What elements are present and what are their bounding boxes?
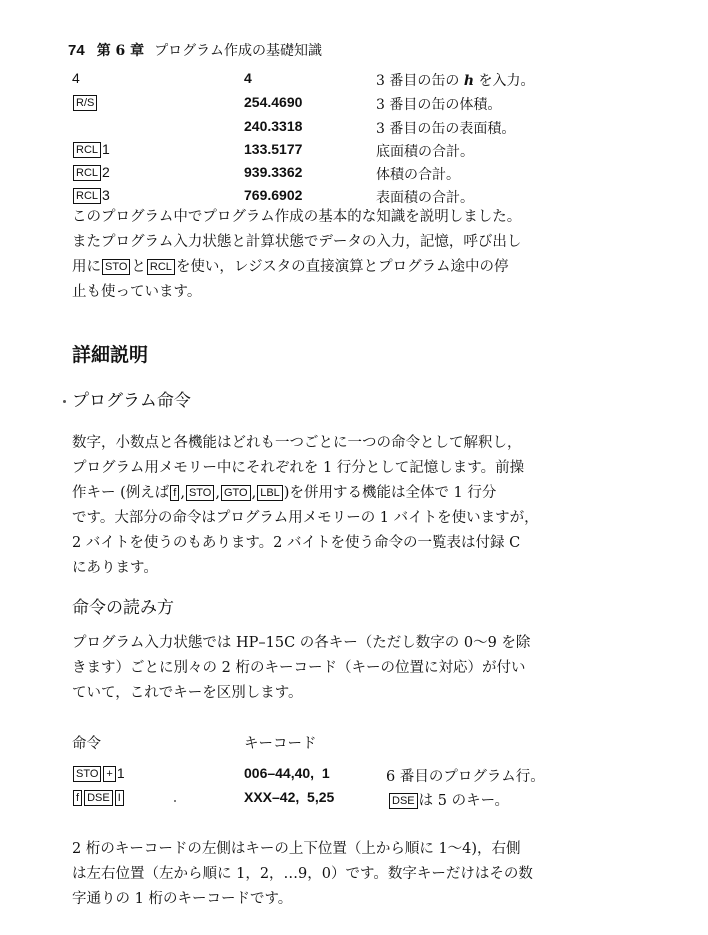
- col-header-instruction: 命令: [72, 736, 101, 752]
- result-display-1: 4: [244, 70, 252, 86]
- key-rcl: RCL: [147, 259, 175, 275]
- result-key-2: [72, 94, 98, 111]
- result-note-2: 3 番目の缶の体積。: [376, 97, 502, 113]
- chapter-label: 第 6 章: [96, 43, 145, 59]
- key-f: f: [170, 485, 179, 501]
- chapter-title: プログラム作成の基礎知識: [154, 43, 323, 59]
- result-key-4: RCL 1: [72, 141, 110, 158]
- key-rcl: RCL: [73, 142, 101, 158]
- page-number: 74: [68, 42, 85, 59]
- key-rcl: RCL: [73, 188, 101, 204]
- key-sto: STO: [73, 766, 101, 782]
- result-note-3: 3 番目の缶の表面積。: [376, 121, 516, 137]
- key-dse: DSE: [389, 793, 418, 809]
- reading-paragraph: プログラム入力状態では HP–15C の各キー（ただし数字の 0～9 を除 きます）ごとに別々の 2 桁のキーコード（キーの位置に対応）が付い ていて，これでキーを区別します。: [72, 635, 531, 701]
- code-row-1-note: 6 番目のプログラム行。: [386, 769, 545, 785]
- code-row-1-code: 006–44,40, 1: [244, 765, 330, 781]
- code-row-2-note: DSE は 5 のキー。: [388, 789, 509, 810]
- code-row-2-code: XXX–42, 5,25: [244, 789, 335, 805]
- result-key-6: RCL 3: [72, 187, 110, 204]
- key-gto: GTO: [221, 485, 251, 501]
- result-key-1: 4: [72, 70, 80, 86]
- result-display-3: 240.3318: [244, 118, 303, 134]
- scan-speck: [174, 800, 176, 802]
- key-sto: STO: [102, 259, 130, 275]
- result-note-1: 3 番目の缶の h を入力。: [376, 73, 535, 89]
- page-header: [68, 40, 322, 60]
- intro-paragraph: このプログラム中でプログラム作成の基本的な知識を説明しました。 またプログラム入力状態と計算状態でデータの入力，記憶，呼び出し 用に STO と RCL を使い，レジスタの直接演算とプログラム途中の停 止も使っています。: [72, 209, 522, 300]
- key-dse: DSE: [84, 790, 113, 806]
- result-note-5: 体積の合計。: [376, 167, 460, 183]
- section-title: 詳細説明: [72, 344, 149, 366]
- code-row-2-instruction: [72, 789, 125, 806]
- subsection-title-instructions: プログラム命令: [72, 391, 191, 411]
- key-plus: +: [103, 766, 115, 782]
- outro-paragraph: 2 桁のキーコードの左側はキーの上下位置（上から順に 1～4)，右側 は左右位置（左から順に 1，2，…9，0）です。数字キーだけはその数 字通りの 1 桁のキーコードです。: [72, 841, 533, 907]
- code-row-1-instruction: STO + 1: [72, 765, 125, 782]
- subsection-title-reading: 命令の読み方: [72, 598, 174, 618]
- result-display-4: 133.5177: [244, 141, 303, 157]
- result-display-6: 769.6902: [244, 187, 303, 203]
- result-display-2: 254.4690: [244, 94, 303, 110]
- key-rcl: RCL: [73, 165, 101, 181]
- key-lbl: LBL: [257, 485, 283, 501]
- result-key-5: RCL 2: [72, 164, 110, 181]
- key-i: I: [115, 790, 124, 806]
- result-display-5: 939.3362: [244, 164, 303, 180]
- key-sto: STO: [186, 485, 214, 501]
- key-rs: R/S: [73, 95, 97, 111]
- result-note-4: 底面積の合計。: [376, 144, 474, 160]
- scan-speck: [63, 400, 66, 403]
- key-f: f: [73, 790, 82, 806]
- col-header-keycode: キーコード: [244, 736, 317, 752]
- instructions-paragraph: 数字，小数点と各機能はどれも一つごとに一つの命令として解釈し， プログラム用メモリー中にそれぞれを 1 行分として記憶します。前操 作キー (例えば f , STO , GTO , LBL )を併用する機能は全体で 1 行分 です。大部分の命令はプログラム用メモリーの 1 バイトを使いますが， 2 バイトを使うのもあります。2 バイトを使う命令の一覧表は付録 C にあります。: [72, 435, 539, 576]
- result-note-6: 表面積の合計。: [376, 190, 474, 206]
